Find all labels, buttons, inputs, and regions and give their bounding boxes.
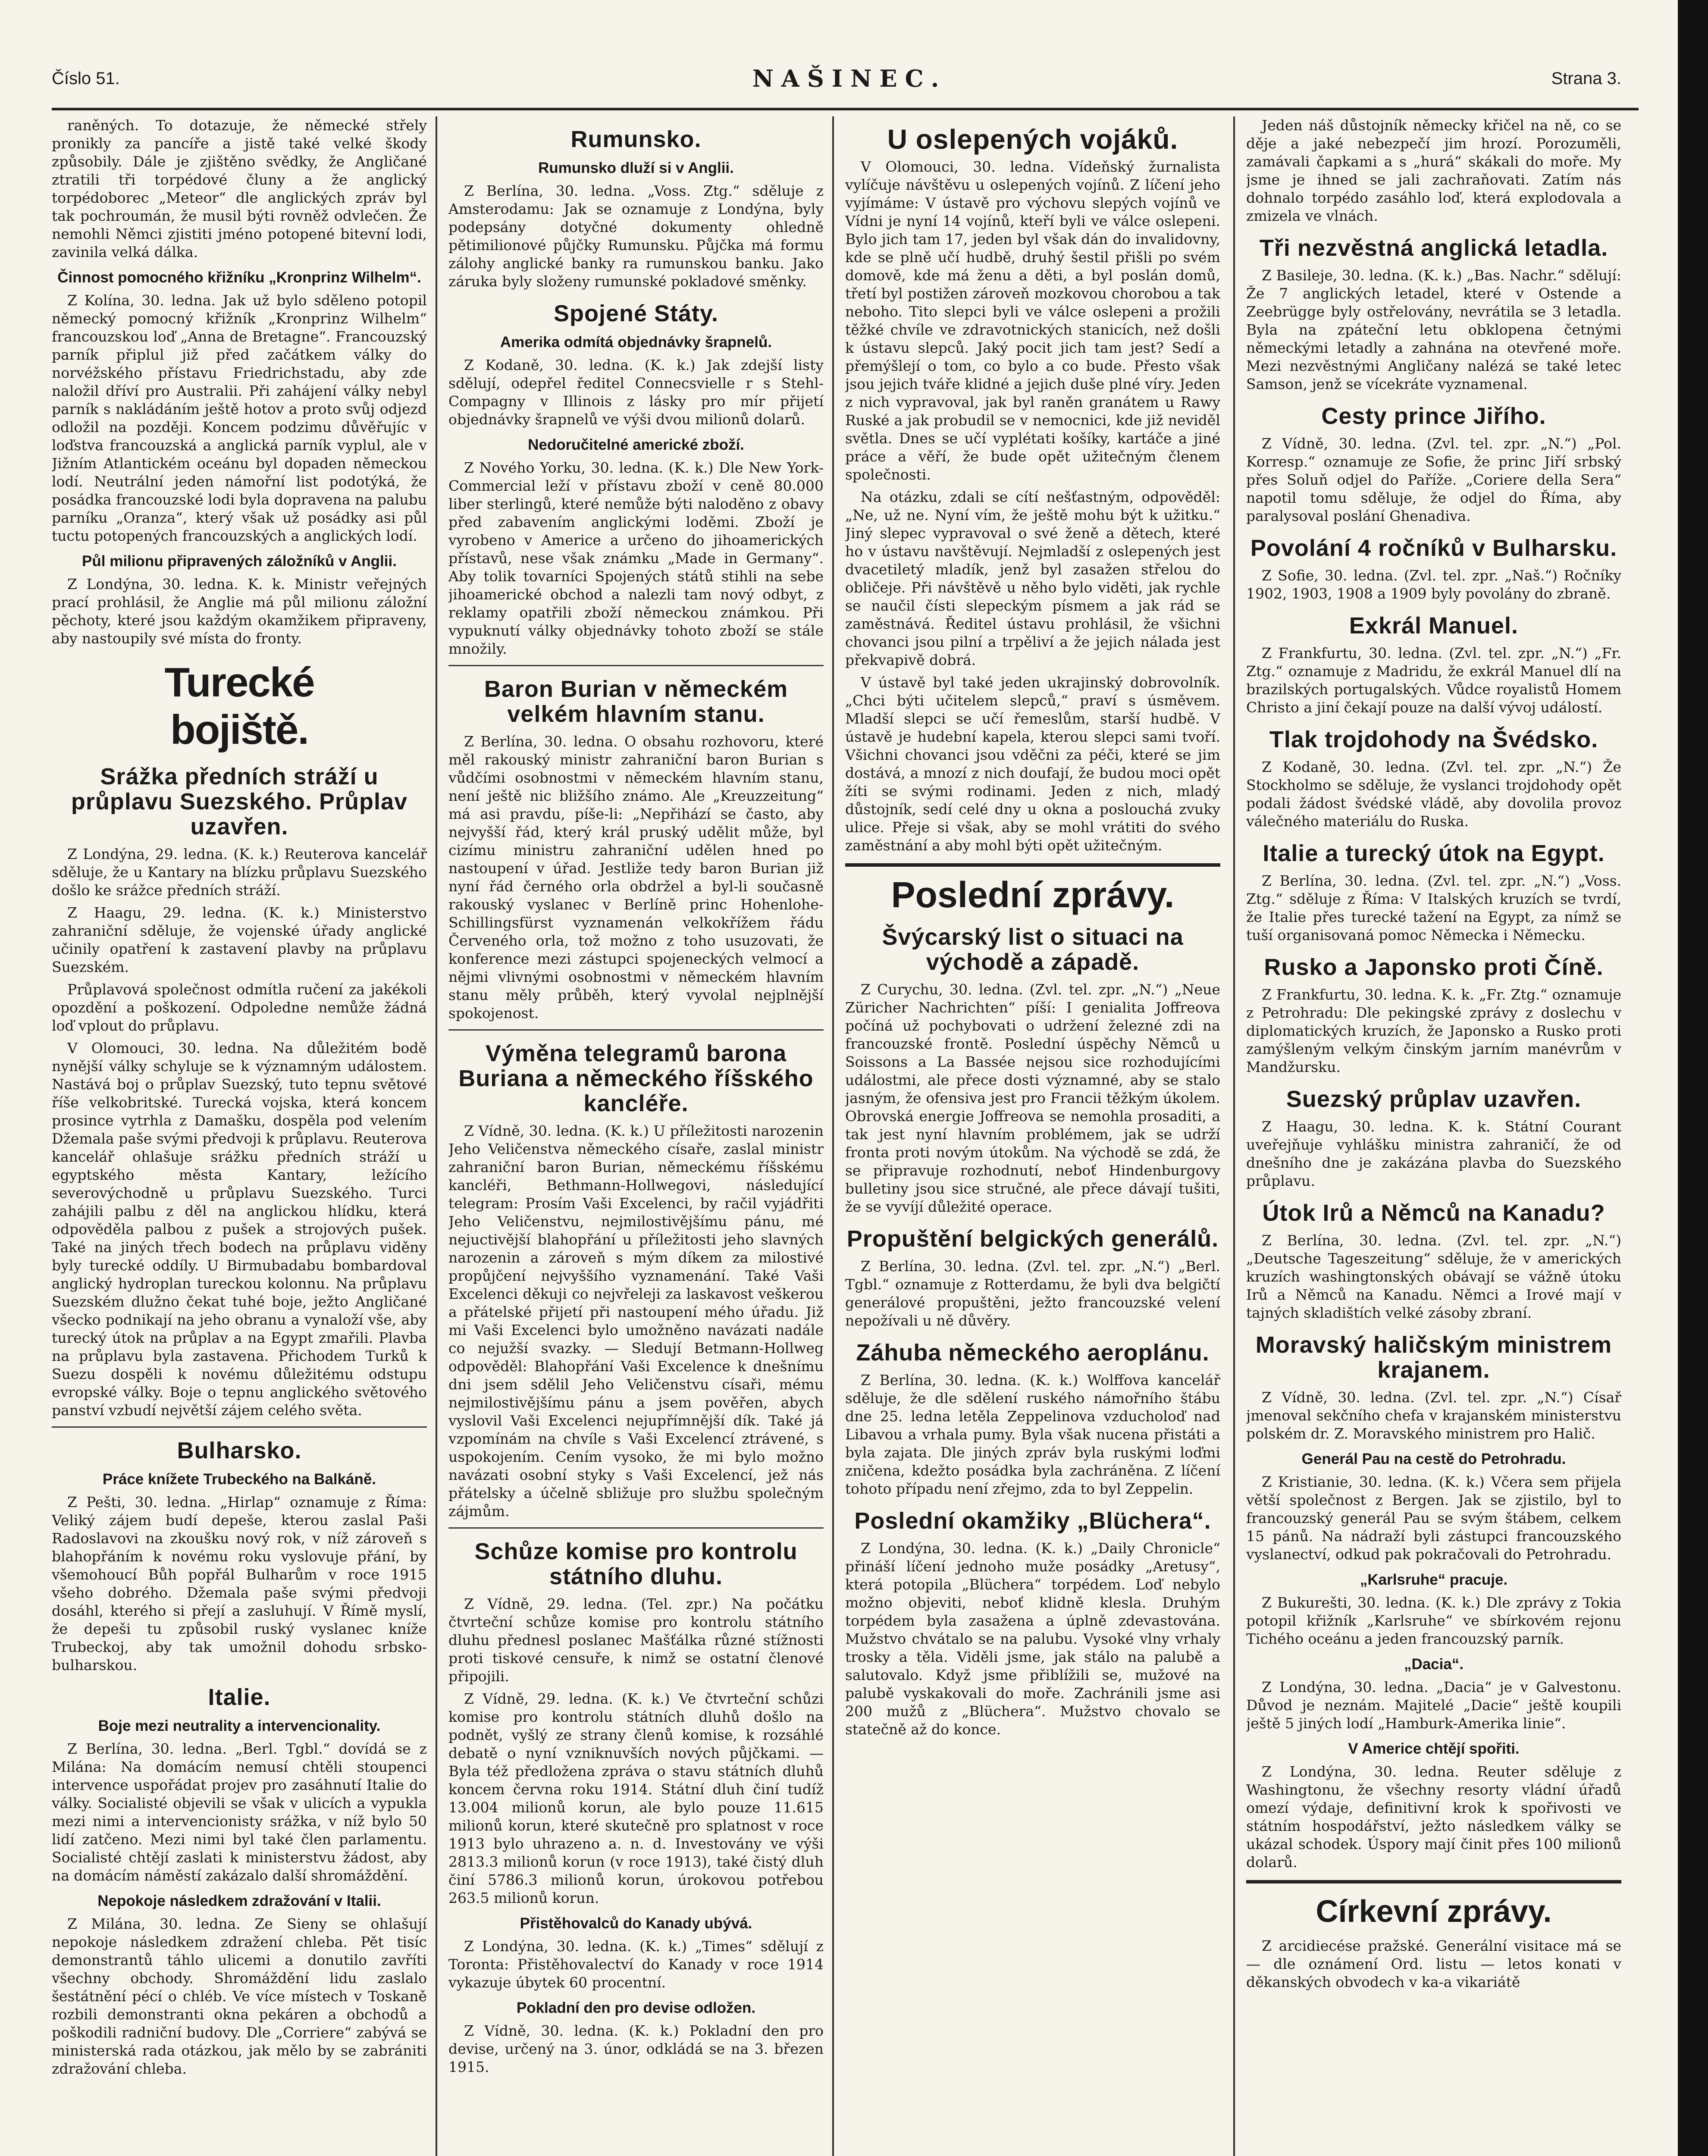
article-heading: Pokladní den pro devise odložen. xyxy=(516,1999,756,2016)
article-text: Z Londýna, 29. ledna. (K. k.) Reuterova kancelář sděluje, že u Kantary na blízku průplavu Suezského došlo ke srážce předních stráží. xyxy=(52,846,427,899)
issue-number: Číslo 51. xyxy=(52,69,120,88)
article-text: Z Londýna, 30. ledna. (K. k.) „Daily Chronicle“ přináší líčení jednoho muže posádky „Aretusy“, která potopila „Blüchera“ torpédem. Loď nebylo možno objeviti, neboť klidně klesla. Druhým torpédem byla zasažena a úplně zdevastována. Mužstvo chvátalo se na palubu. Vysoké vlny vrhaly trosky a těla. Viděli jsme, jak stálo na palubě a salutovalo. Když jsme přiblížili se, mužové na palubě vyskakovali do moře. Zachránili jsme asi 200 mužů z „Blüchera“. Mužstvo chovalo se statečně až do konce. xyxy=(845,1540,1220,1738)
article-heading: Rumunsko dluží si v Anglii. xyxy=(538,160,734,176)
scan-edge xyxy=(1678,0,1708,2156)
article-heading: Srážka předních stráží u průplavu Suezského. Průplav uzavřen. xyxy=(71,764,408,840)
article-heading: Suezský průplav uzavřen. xyxy=(1286,1086,1582,1112)
article-text: Jeden náš důstojník německy křičel na ně, co se děje a jaké nebezpečí jim hrozí. Porozuměli, zamávali čapkami a s „hurá“ skákali do moře. My jsme je ihned se jali zachraňovati. Zatím nás dohnalo torpédo zasáhlo loď, která explodovala a zmizela ve vlnách. xyxy=(1246,117,1621,224)
article-text: Z Vídně, 30. ledna. (K. k.) U příležitosti narozenin Jeho Veličenstva německého císaře, zaslal ministr zahraniční baron Burian, německému říšskému kancléři, Bethmann-Hollwegovi, následující telegram: Prosím Vaši Excelenci, by račil vyjádřiti Jeho Veličenstvu, nejmilostivějšímu pánu, mé nejuctivější blahopřání u příležitosti jeho slavných narozenin a zároveň s mým díkem za milostivé propůjčení nejvyššího vyznamenání. Také Vaši Excelenci děkuji co nejvřeleji za laskavost veškerou a přátelské přijetí při nastoupení mého úřadu. Již mi Vaši Excelenci bylo umožněno navázati nadále co nejužší svazky. — Sledují Betmann-Hollweg odpověděl: Blahopřání Vaši Excelence k dnešnímu dni jsem sdělil Jeho Veličenstvu císaři, mému nejmilostivějšímu pánu a jsem pověřen, abych vyslovil Vaši Excelenci nejupřímnější dík. Také já vzpomínám na chvíle s Vaši Excelencí ztrávené, s uspokojením. Cením vysoko, že mi bylo možno navázati osobní styky s Vaši Excelencí, jež nás přátelsky a účelně sbližuje pro službu společným zájmům. xyxy=(448,1122,824,1520)
section-heading: Rumunsko. xyxy=(570,126,702,152)
article-text: Z Berlína, 30. ledna. (Zvl. tel. zpr. „N.“) „Voss. Ztg.“ sděluje z Říma: V Italských kruzích se tvrdí, že Italie přes turecké tažení na Egypt, za nímž se tuší organisovaná pomoc Německa i Německu. xyxy=(1246,872,1621,943)
article-text: Z Vídně, 30. ledna. (Zvl. tel. zpr. „N.“) Císař jmenoval sekčního chefa v krajanském ministerstvu polském dr. Z. Moravského ministrem pro Halič. xyxy=(1246,1389,1621,1442)
article-text: Z Vídně, 30. ledna. (K. k.) Pokladní den pro devise, určený na 3. únor, odkládá se na 3. březen 1915. xyxy=(448,2022,824,2075)
column-rule xyxy=(1233,116,1235,2156)
article-text: Z Londýna, 30. ledna. K. k. Ministr veřejných prací prohlásil, že Anglie má půl milionu záložní pěchoty, které jsou každým okamžikem připraveny, aby nastoupily své místa do fronty. xyxy=(52,576,427,647)
section-heading: Italie. xyxy=(208,1684,271,1710)
article-text: Z Kolína, 30. ledna. Jak už bylo sděleno potopil německý pomocný křižník „Kronprinz Wilhelm“ francouzskou loď „Anna de Bretagne“. Francouzský parník připlul již před začátkem války do norvéžského přístavu Friedrichstadu, aby zde naložil dříví pro Australii. Při zahájení války nebyl parník s nakládáním ještě hotov a proto svůj odjezd odložil na později. Koncem podzimu důvěřujíc v loďstva francouzská a anglická parník vyplul, ale v Jižním Atlantickém oceánu byl dopaden německou lodí. Neutrální jeden námořní list podotýká, že posádka francouzské lodi byla dopravena na palubu parníku „Oranza“, který však už posádky asi půl tuctu potopených francouzských a anglických lodí. xyxy=(52,292,427,544)
column-rule xyxy=(436,116,437,2156)
article-text: Z Kodaně, 30. ledna. (K. k.) Jak zdejší listy sdělují, odepřel ředitel Connecsvielle r s Stehl-Compagny v Illinois z lásky pro mír přijetí objednávky šrapnelů ve výši dvou milionů dolarů. xyxy=(448,357,824,428)
article-heading: Rusko a Japonsko proti Číně. xyxy=(1264,954,1604,980)
article-text: Z Bukurešti, 30. ledna. (K. k.) Dle zprávy z Tokia potopil křižník „Karlsruhe“ ve sbírkovém rejonu Tichého oceánu a jeden francouzský parník. xyxy=(1246,1594,1621,1647)
article-heading: Italie a turecký útok na Egypt. xyxy=(1263,840,1605,866)
divider xyxy=(448,665,824,666)
article-heading: Baron Burian v německém velkém hlavním stanu. xyxy=(484,676,788,727)
article-text: Z Pešti, 30. ledna. „Hirlap“ oznamuje z Říma: Veliký zájem budí depeše, kterou zaslal Paši Radoslavovi na zkoušku nový rok, v níž zároveň s blahopřáním k novému roku vyslovuje přání, by všemohoucí Bůh popřál Bulharům v roce 1915 všeho dobrého. Džemala paše svými předvoji dosáhl, kterého si přejí a zasluhují. V Římě myslí, že depeši tu způsobil ruský vyslanec kníže Trubeckoj, aby tak umožnil dohodu srbsko-bulharskou. xyxy=(52,1494,427,1673)
article-heading: Poslední okamžiky „Blüchera“. xyxy=(854,1508,1211,1534)
article-text: Z Haagu, 30. ledna. K. k. Státní Courant uveřejňuje vyhlášku ministra zahraničí, že od dnešního dne je zakázána plavba do Suezského průplavu. xyxy=(1246,1118,1621,1189)
article-text: Na otázku, zdali se cítí nešťastným, odpověděl: „Ne, už ne. Nyní vím, že ještě mohu být k užitku.“ Jiný slepec vypravoval o své ženě a dětech, které ho v ústavu navštěvují. Nejmladší z oslepených jest dvacetiletý mladík, jenž byl zasažen střelou do obličeje. Při návštěvě u něho bylo viděti, jak rychle se naučil čísti slepeckým písmem a jak rád se zaměstnává. Ředitel ústavu prohlásil, že všichni chovanci jsou pilní a trpěliví a že jejich nálada jest překvapivě dobrá. xyxy=(845,489,1220,668)
article-text: Z Kristianie, 30. ledna. (K. k.) Včera sem přijela větší společnost z Bergen. Jak se zjistilo, byl to francouzský generál Pau se svým štábem, celkem 15 pánů. Na nádraží byli zástupci francouzského vyslanectví, odkud pak pokračovali do Petrohradu. xyxy=(1246,1473,1621,1563)
article-text: V Olomouci, 30. ledna. Vídeňský žurnalista vylíčuje návštěvu u oslepených vojínů. Z líčení jeho vyjímáme: V ústavě pro výchovu slepých vojínů ve Vídni je nyní 14 vojínů, kteří byli ve válce oslepeni. Bylo jich tam 17, jeden byl však dán do invalidovny, kde se plně učí hudbě, druhý šestil přišli po svém domově, kde má ženu a děti, a byl poslán domů, třetí byl postižen zároveň mozkovou chorobou a tak neboho. Tito slepci byli ve válce oslepeni a prožili těžké chvíle ve zdravotnických stanicích, než došli k ústavu slepců. Jaký pocit jich tam jest? Sedí a přemýšlejí o tom, co bylo a co bude. Přesto však jsou jejich tváře klidné a jejich duše plné víry. Jeden z nich vypravoval, jak byl raněn granátem u Rawy Ruské a jak probudil se v nemocnici, kde již neviděl světla. Dnes se učí vyplétati košíky, kartáče a jiné práce a věří, že bude opět užitečným členem společnosti. xyxy=(845,158,1220,483)
article-heading: Boje mezi neutrality a intervencionality. xyxy=(98,1717,381,1734)
article-text: Z Haagu, 29. ledna. (K. k.) Ministerstvo zahraniční sděluje, že vojenské úřady anglické učinily opatření k zastavení plavby na průplavu Suezském. xyxy=(52,904,427,975)
article-text: Z arcidiecése pražské. Generální visitace má se — dle oznámení Ord. listu — letos konati v děkanských obvodech v ka-a vikariátě xyxy=(1246,1937,1621,1990)
article-heading: „Karlsruhe“ pracuje. xyxy=(1360,1571,1508,1588)
article-text: Z Vídně, 29. ledna. (K. k.) Ve čtvrteční schůzi komise pro kontrolu státních dluhů došlo na podnět, vyšlý ze strany členů komise, k rozsáhlé debatě o nyní vzniknuvších nových půjčkami. — Byla též předložena zpráva o stavu státních dluhů koncem června roku 1914. Státní dluh činí tudíž 13.004 milionů korun, ale bylo pouze 11.615 milionů korun, které skutečně pro splatnost v roce 1913 bylo uhrazeno a. n. d. Investovány ve výši 2813.3 milionů korun (v roce 1913), také čistý dluh činí 5786.3 milionů korun, úrokovou potřebou 263.5 milionů korun. xyxy=(448,1690,824,1906)
article-text: Z Frankfurtu, 30. ledna. K. k. „Fr. Ztg.“ oznamuje z Petrohradu: Dle pekingské zprávy z doslechu v diplomatických kruzích, že Japonsko a Rusko proti zamýšleným velkým činským jarním manévrům v Mandžursku. xyxy=(1246,986,1621,1075)
article-text: Z Berlína, 30. ledna. (Zvl. tel. zpr. „N.“) „Berl. Tgbl.“ oznamuje z Rotterdamu, že byli dva belgičtí generálové propuštěni, ježto francouzské velení nepožívali u ně důvěry. xyxy=(845,1258,1220,1329)
divider xyxy=(448,1029,824,1031)
article-text: Z Berlína, 30. ledna. „Voss. Ztg.“ sděluje z Amsterodamu: Jak se oznamuje z Londýna, byly podepsány dotyčné dokumenty ohledně pětimilionové půjčky Rumunsku. Půjčka má formu zálohy anglické banky ra rumunskou banku. Jako záruka byly složeny rumunské pokladové směnky. xyxy=(448,182,824,290)
article-text: Z Basileje, 30. ledna. (K. k.) „Bas. Nachr.“ sdělují: Že 7 anglických letadel, které v Ostende a Zeebrügge byly ostřelovány, nevrátila se 3 letadla. Byla na zpáteční letu obklopena četnými německými letadly a zahnána na otevřené moře. Mezi nezvěstnými Angličany nalézá se také letec Samson, jenž se vícekráte vyznamenal. xyxy=(1246,267,1621,392)
article-heading: Moravský haličským ministrem krajanem. xyxy=(1255,1332,1612,1383)
article-text: Z Berlína, 30. ledna. „Berl. Tgbl.“ dovídá se z Milána: Na domácím nemusí chtěli stoupenci intervence uspořádat projev pro zasáhnutí Italie do války. Socialisté objevili se však v ulicích a vypukla mezi nimi a intervencionisty srážka, v níž bylo 50 lidí zatčeno. Mezi nimi byl také člen parlamentu. Socialisté chtějí zaslati k ministerstvu žádost, aby na domácím náměstí zakázalo další shromáždění. xyxy=(52,1740,427,1884)
article-text: V Olomouci, 30. ledna. Na důležitém bodě nynější války schyluje se k významným událostem. Nastává boj o průplav Suezský, tuto tepnu světové říše velkobritské. Turecká vojska, která koncem prosince vytrhla z Damašku, dospěla pod velením Džemala paše svými předvoji k průplavu. Reuterova kancelář ohlašuje srážku předních stráží u egyptského města Kantary, ležícího severovýchodně u průplavu Suezského. Turci zahájili palbu z děl na anglickou hlídku, která odpověděla palbou z pušek a strojových pušek. Také na jiných třech bodech na průplavu viděny byly turecké oddíly. U Birmubadabu bombardoval anglický hydroplan tureckou kolonnu. Na průplavu Suezském dlužno čekat tuhé boje, ježto Angličané všecko podnikají na jeho obranu a vynaloží vše, aby turecký útok na průplav a na Egypt zmařili. Plavba na průplavu byla zastavena. Přichodem Turků k Suezu dospěli k novému důležitému odstupu evropské války. Boje o tepnu anglického světového panství vzbudí největší zájem celého světa. xyxy=(52,1040,427,1419)
article-heading: Práce knížete Trubeckého na Balkáně. xyxy=(102,1471,376,1488)
article-text: Z Berlína, 30. ledna. (K. k.) Wolffova kancelář sděluje, že dle sdělení ruského námořního štábu dne 25. ledna letěla Zeppelinova vzducholoď nad Libavou a vrhala pumy. Byla však nucena přistáti a byla zajata. Dle jiných zpráv byla ruskými loďmi zničena, kdežto posádka byla zachráněna. Z líčení tohoto případu není zřejmo, zda to byl Zeppelin. xyxy=(845,1372,1220,1497)
newspaper-title: NAŠINEC. xyxy=(752,65,947,92)
article-text: Průplavová společnost odmítla ručení za jakékoli opozdění a poškození. Odpoledne nemůže žádná loď vplout do průplavu. xyxy=(52,981,427,1034)
article-heading: Přistěhovalců do Kanady ubývá. xyxy=(520,1915,752,1932)
article-heading: Amerika odmítá objednávky šrapnelů. xyxy=(500,334,772,351)
article-heading: Útok Irů a Němců na Kanadu? xyxy=(1262,1200,1605,1226)
column-2 xyxy=(448,116,824,2156)
article-text: Z Londýna, 30. ledna. (K. k.) „Times“ sdělují z Toronta: Přistěhovalectví do Kanady v roce 1914 vykazuje úbytek 60 procentní. xyxy=(448,1938,824,1991)
article-text: Z Vídně, 30. ledna. (Zvl. tel. zpr. „N.“) „Pol. Korresp.“ oznamuje ze Sofie, že princ Jiří srbský přes Soluň odjel do Paříže. „Coriere della Sera“ napotil tomu sděluje, že odjel do Říma, aby paralysoval poslání Ghenadiva. xyxy=(1246,435,1621,524)
section-heading: Bulharsko. xyxy=(177,1438,302,1463)
article-text: Z Londýna, 30. ledna. Reuter sděluje z Washingtonu, že všechny resorty vládní úřadů omezí výdaje, definitivní krok k spořivosti ve státním hospodářství, ježto následkem války se ukázal schodek. Úspory mají činit přes 100 milionů dolarů. xyxy=(1246,1763,1621,1871)
article-heading: Generál Pau na cestě do Petrohradu. xyxy=(1301,1451,1566,1467)
column-3 xyxy=(845,116,1220,2156)
column-rule xyxy=(832,116,834,2156)
article-heading: Povolání 4 ročníků v Bulharsku. xyxy=(1250,535,1617,561)
article-heading: Záhuba německého aeroplánu. xyxy=(856,1340,1210,1366)
article-heading: Nedoručitelné americké zboží. xyxy=(528,436,744,453)
article-text: Z Curychu, 30. ledna. (Zvl. tel. zpr. „N.“) „Neue Züricher Nachrichten“ píší: I genialita Joffreova počíná už pochybovati o udržení železné zdi na francouzské frontě. Poslední úspěchy Němců u Soissons a La Bassée nejsou sice rozhodujícími událostmi, ale přece dosti významné, aby se stalo jasným, že ofensiva jest pro Francii těžkým úkolem. Obrovská energie Joffreova se nemohla prosaditi, a tak jest nyní hlavním problémem, jak se udrží fronta proti novým útokům. Na východě se zdá, že se připravuje rozhodnutí, neboť Hindenburgovy bulletiny jsou sice stručné, ale přece dávají tušiti, že se vyvíjí důležité operace. xyxy=(845,981,1220,1215)
article-heading: Tři nezvěstná anglická letadla. xyxy=(1259,235,1608,261)
page-header xyxy=(52,17,1639,110)
article-text: Z Milána, 30. ledna. Ze Sieny se ohlašují nepokoje následkem zdražení chleba. Pět tisíc demonstrantů táhlo ulicemi a donutilo zavříti všechny obchody. Shromáždění lidu zaslalo šestátnění pécí o chléb. Ve více místech v Toskaně rozbili demonstranti okna pekáren a obchodů a poškodili radniční budovy. Dle „Corriere“ zabývá se ministerská rada otázkou, jak mělo by se zabrániti zdražování chleba. xyxy=(52,1915,427,2077)
section-title-turkish-front: Turecké bojiště. xyxy=(164,659,314,753)
article-heading: Činnost pomocného křižníku „Kronprinz Wilhelm“. xyxy=(57,269,421,286)
article-text: Z Kodaně, 30. ledna. (Zvl. tel. zpr. „N.“) Že Stockholmo se sděluje, že vyslanci trojdohody opět podali žádost švédské vládě, aby dovolila provoz válečného materiálu do Ruska. xyxy=(1246,758,1621,830)
article-text: Z Londýna, 30. ledna. „Dacia“ je v Galvestonu. Důvod je neznám. Majitelé „Dacie“ ještě koupili ještě 5 jiných lodí „Hamburk-Amerika linie“. xyxy=(1246,1679,1621,1732)
article-heading: Výměna telegramů barona Buriana a německého říšského kancléře. xyxy=(458,1040,814,1116)
article-heading: Propuštění belgických generálů. xyxy=(846,1226,1219,1252)
section-title-church-news: Církevní zprávy. xyxy=(1316,1894,1552,1929)
column-4 xyxy=(1246,116,1621,2156)
article-text: raněných. To dotazuje, že německé střely pronikly za pancíře a jistě také velké škody způsobily. Dále je zjištěno svědky, že Angličané ztratili tři torpédové čluny a že anglický torpédoborec „Meteor“ dle anglických zpráv byl tak pochroumán, že musil býti rovněž odvlečen. Že nemohli Němci zjistiti jméno potopené bitevní lodi, zavinila velká dálka. xyxy=(52,117,427,260)
article-text: Z Sofie, 30. ledna. (Zvl. tel. zpr. „Naš.“) Ročníky 1902, 1903, 1908 a 1909 byly povolány do zbraně. xyxy=(1246,567,1621,602)
article-text: Z Nového Yorku, 30. ledna. (K. k.) Dle New York-Commercial leží v přístavu zboží v ceně 80.000 liber sterlingů, které nemůže býti naloděno z obavy před zabavením anglickými loděmi. Zboží je vyrobeno v Americe a určeno do jihoamerických přístavů, nese však známku „Made in Germany“. Aby tolik tovarníci Spojených států stihli na sebe jihoamerické obchod a nalezli tam nový odbyt, z reklamy opatřili zboží německou známkou. Při vypuknutí války objednávky tohoto zboží se stále množily. xyxy=(448,459,824,657)
article-heading: Tlak trojdohody na Švédsko. xyxy=(1269,727,1598,752)
article-text: Z Berlína, 30. ledna. (Zvl. tel. zpr. „N.“) „Deutsche Tageszeitung“ sděluje, že v amerických kruzích washingtonských obávají se vážně útoku Irů a Němců na Kanadu. Němci a Irové mají v tajných skladištích velké zásoby zbraní. xyxy=(1246,1232,1621,1321)
article-heading: U oslepených vojáků. xyxy=(887,124,1178,155)
divider xyxy=(52,1426,427,1428)
article-heading: Exkrál Manuel. xyxy=(1349,613,1519,639)
article-heading: Švýcarský list o situaci na východě a západě. xyxy=(882,924,1184,975)
article-heading: Nepokoje následkem zdražování v Italii. xyxy=(97,1893,381,1909)
article-heading: Cesty prince Jiřího. xyxy=(1321,403,1546,429)
article-heading: „Dacia“. xyxy=(1404,1656,1464,1673)
article-heading: V Americe chtějí spořiti. xyxy=(1348,1740,1520,1757)
article-text: V ústavě byl také jeden ukrajinský dobrovolník. „Chci býti učitelem slepců,“ praví s úsměvem. Mladší slepci se učí řemeslům, starší hudbě. V ústavě je hudební kapela, kterou slepci sami tvoří. Všichni chovanci jsou vděčni za péči, které se jim dostává, a mnozí z nich doufají, že budou moci opět žíti se svými rodinami. Jeden z nich, mladý důstojník, sedí celé dny u okna a poslouchá zvuky ulice. Přeje si však, aby se mohl vrátiti do svého zaměstnání a aby mohl býti opět užitečným. xyxy=(845,674,1220,854)
article-text: Z Vídně, 29. ledna. (Tel. zpr.) Na počátku čtvrteční schůze komise pro kontrolu státního dluhu přednesl poslanec Mašťálka různé stížnosti proti tiskové censuře, k nimž se ostatní členové připojili. xyxy=(448,1595,824,1685)
divider xyxy=(845,863,1220,867)
section-title-latest-news: Poslední zprávy. xyxy=(891,874,1175,915)
divider xyxy=(1246,1880,1621,1883)
article-heading: Půl milionu připravených záložníků v Anglii. xyxy=(82,553,397,570)
column-1 xyxy=(52,116,427,2156)
divider xyxy=(448,1527,824,1529)
article-text: Z Frankfurtu, 30. ledna. (Zvl. tel. zpr. „N.“) „Fr. Ztg.“ oznamuje z Madridu, že exkrál Manuel dlí na brazilských portugalských. Vůdce royalistů Homem Christo a jiní čekají pouze na další vývoj událostí. xyxy=(1246,645,1621,716)
article-text: Z Berlína, 30. ledna. O obsahu rozhovoru, které měl rakouský ministr zahraniční baron Burian s vůdčími osobnostmi v německém hlavním stanu, není ještě nic bližšího známo. Ale „Kreuzzeitung“ má asi pravdu, píše-li: „Nepřihází se často, aby nejvyšší řád, který král pruský udělit může, byl cizímu ministru zahraniční udělen hned po nastoupení v úřad. Jestliže tedy baron Burian již nyní řád černého orla obdržel a byl-li současně rakouský vyslanec v Berlíně princ Hohenlohe-Schillingsfürst vyznamenán velkokřížem řádu Červeného orla, tož možno z toho usuzovati, že konference mezi zástupci spojeneckých velmocí a nějmi vlivnými osobnostmi v německém hlavním stanu měly průběh, který vyvolal nejplnější spokojenost. xyxy=(448,733,824,1022)
page-number: Strana 3. xyxy=(1551,69,1621,88)
article-heading: Schůze komise pro kontrolu státního dluhu. xyxy=(474,1539,798,1589)
section-heading: Spojené Státy. xyxy=(553,301,719,326)
